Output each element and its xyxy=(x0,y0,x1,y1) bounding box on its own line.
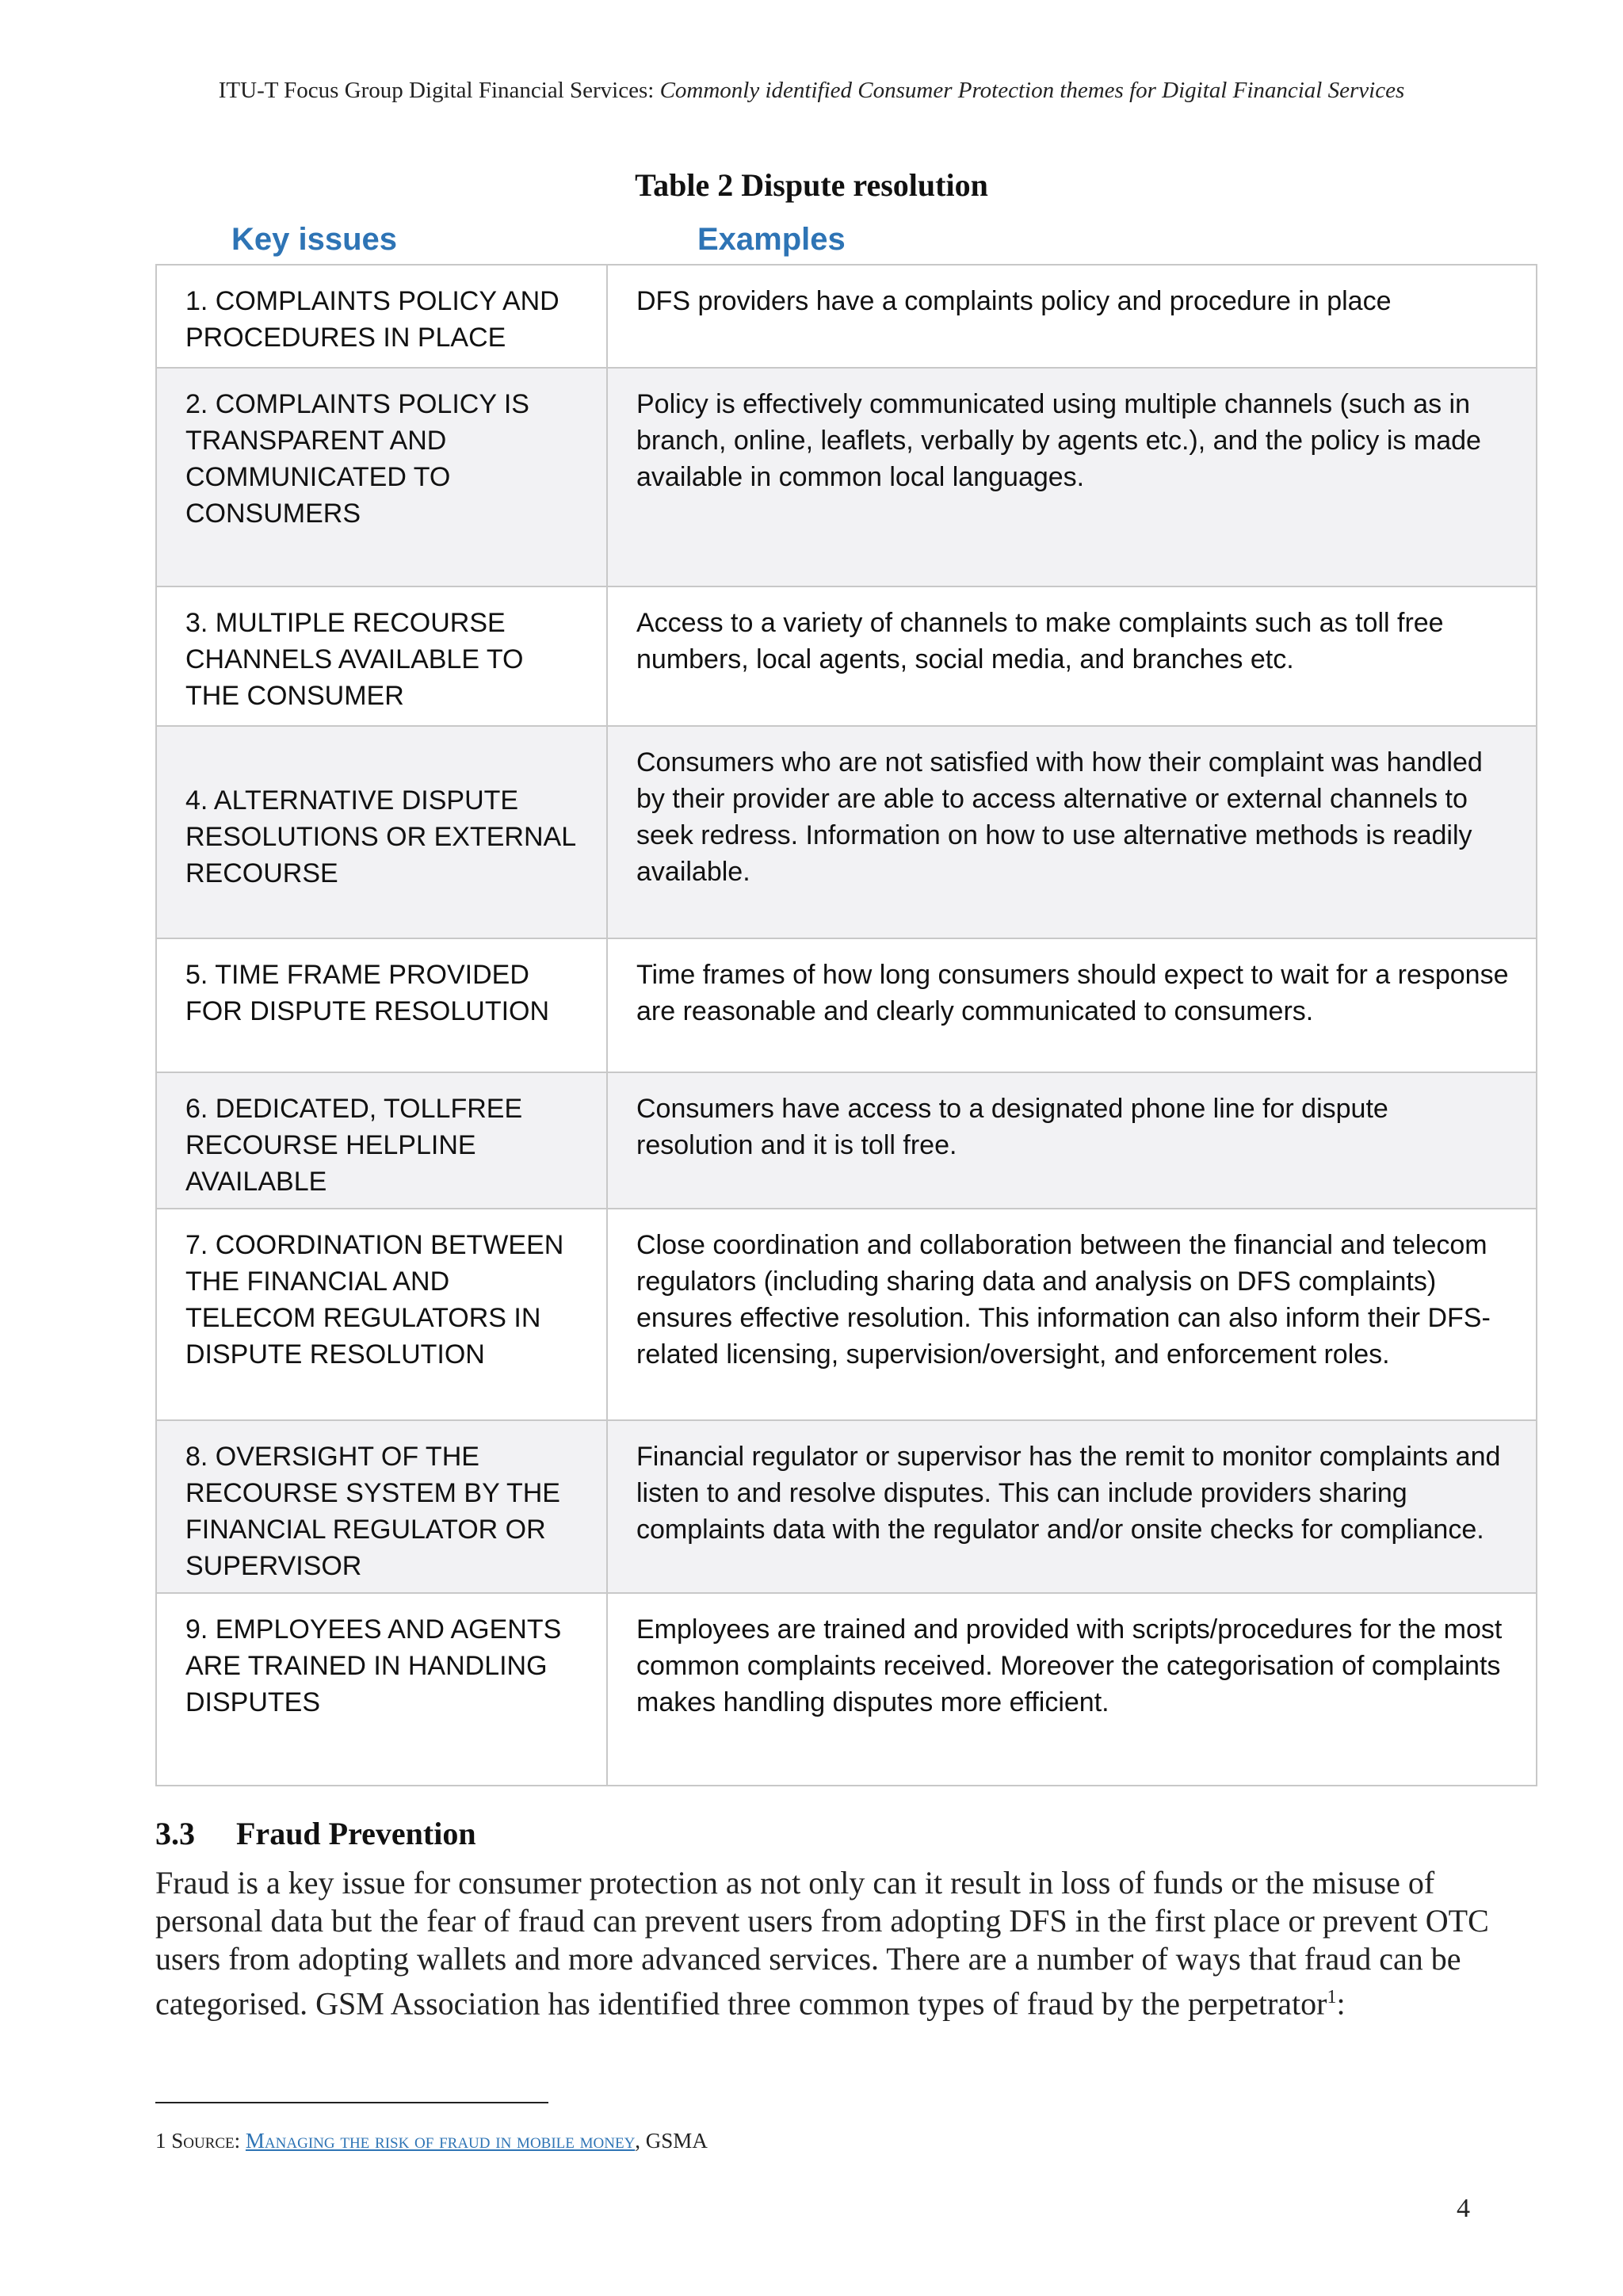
footnote-link[interactable]: Managing the risk of fraud in mobile money xyxy=(245,2129,636,2153)
table-row xyxy=(156,586,1537,726)
table-row xyxy=(156,1420,1537,1593)
key-issue-cell: 2. COMPLAINTS POLICY IS TRANSPARENT AND COMMUNICATED TO CONSUMERS xyxy=(156,368,607,586)
footnote-number: 1 xyxy=(155,2129,166,2153)
table-row xyxy=(156,938,1537,1072)
section-paragraph xyxy=(155,1864,1503,2023)
table-row xyxy=(156,726,1537,938)
key-issue-cell: 5. TIME FRAME PROVIDED FOR DISPUTE RESOLUTION xyxy=(156,938,607,1072)
example-cell: Employees are trained and provided with scripts/procedures for the most common complaints received. Moreover the categorisation of complaints makes handling disputes more efficient. xyxy=(607,1593,1537,1786)
table-row xyxy=(156,1593,1537,1786)
footnote-source-label: Source: xyxy=(171,2129,241,2153)
section-title: Fraud Prevention xyxy=(236,1816,476,1851)
example-cell: Financial regulator or supervisor has the remit to monitor complaints and listen to and resolve disputes. This can include providers sharing complaints data with the regulator and/or onsite checks for compliance. xyxy=(607,1420,1537,1593)
key-issue-cell: 9. EMPLOYEES AND AGENTS ARE TRAINED IN HANDLING DISPUTES xyxy=(156,1593,607,1786)
paragraph-text: Fraud is a key issue for consumer protection as not only can it result in loss of funds or the misuse of personal data but the fear of fraud can prevent users from adopting DFS in the first place or prevent OTC users from adopting wallets and more advanced services. There are a number of ways that fraud can be categorised. GSM Association has identified three common types of fraud by the perpetrator xyxy=(155,1865,1489,2022)
key-issue-cell: 6. DEDICATED, TOLLFREE RECOURSE HELPLINE AVAILABLE xyxy=(156,1072,607,1209)
key-issue-cell: 3. MULTIPLE RECOURSE CHANNELS AVAILABLE TO THE CONSUMER xyxy=(156,586,607,726)
example-cell: Access to a variety of channels to make complaints such as toll free numbers, local agents, social media, and branches etc. xyxy=(607,586,1537,726)
table-row xyxy=(156,368,1537,586)
footnote-suffix: , GSMA xyxy=(635,2129,708,2153)
footnote xyxy=(155,2129,708,2153)
key-issue-cell: 8. OVERSIGHT OF THE RECOURSE SYSTEM BY THE FINANCIAL REGULATOR OR SUPERVISOR xyxy=(156,1420,607,1593)
header-prefix: ITU-T Focus Group Digital Financial Services: xyxy=(218,78,660,103)
section-number: 3.3 xyxy=(155,1816,195,1851)
table-row xyxy=(156,1072,1537,1209)
section-heading xyxy=(155,1815,476,1852)
example-cell: Consumers have access to a designated phone line for dispute resolution and it is toll free. xyxy=(607,1072,1537,1209)
paragraph-end: : xyxy=(1336,1985,1346,2022)
table-row xyxy=(156,265,1537,368)
dispute-resolution-table xyxy=(155,264,1537,1786)
column-header-key-issues: Key issues xyxy=(231,222,398,257)
example-cell: Time frames of how long consumers should expect to wait for a response are reasonable and clearly communicated to consumers. xyxy=(607,938,1537,1072)
footnote-ref[interactable]: 1 xyxy=(1327,1987,1337,2008)
table-row xyxy=(156,1209,1537,1420)
key-issue-cell: 1. COMPLAINTS POLICY AND PROCEDURES IN PLACE xyxy=(156,265,607,368)
page-number: 4 xyxy=(1457,2194,1470,2223)
column-header-examples: Examples xyxy=(697,222,846,257)
example-cell: Consumers who are not satisfied with how their complaint was handled by their provider are able to access alternative or external channels to seek redress. Information on how to use alternative methods is readily available. xyxy=(607,726,1537,938)
page-header xyxy=(0,78,1623,104)
example-cell: DFS providers have a complaints policy and procedure in place xyxy=(607,265,1537,368)
key-issue-cell: 4. ALTERNATIVE DISPUTE RESOLUTIONS OR EXTERNAL RECOURSE xyxy=(156,726,607,938)
table-caption: Table 2 Dispute resolution xyxy=(635,167,988,203)
footnote-separator xyxy=(155,2102,548,2103)
key-issue-cell: 7. COORDINATION BETWEEN THE FINANCIAL AND TELECOM REGULATORS IN DISPUTE RESOLUTION xyxy=(156,1209,607,1420)
example-cell: Close coordination and collaboration between the financial and telecom regulators (including sharing data and analysis on DFS complaints) ensures effective resolution. This information can also inform their DFS-related licensing, supervision/oversight, and enforcement roles. xyxy=(607,1209,1537,1420)
example-cell: Policy is effectively communicated using multiple channels (such as in branch, online, leaflets, verbally by agents etc.), and the policy is made available in common local languages. xyxy=(607,368,1537,586)
header-title: Commonly identified Consumer Protection themes for Digital Financial Services xyxy=(659,78,1405,103)
